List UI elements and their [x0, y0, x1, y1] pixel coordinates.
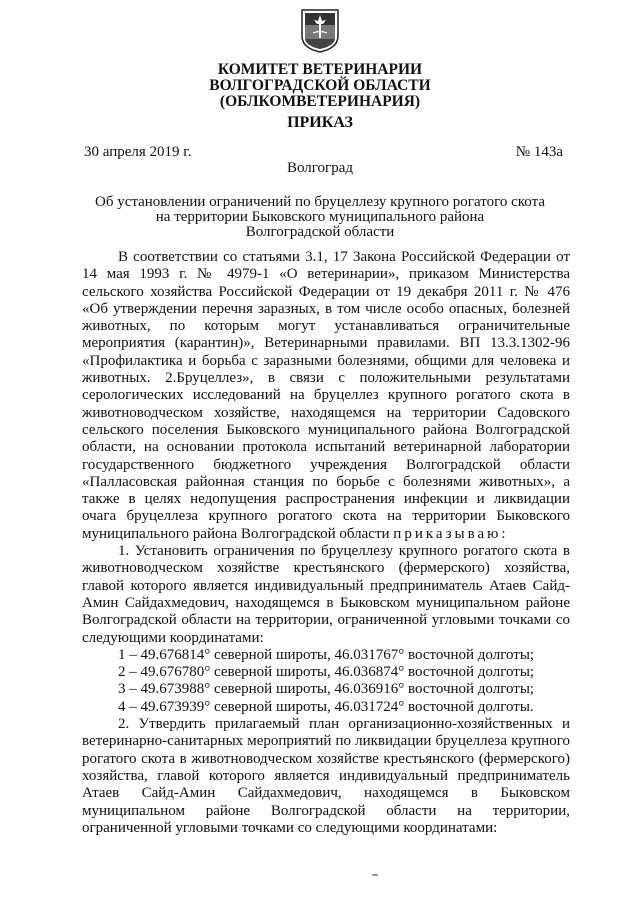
coat-of-arms-icon [300, 8, 340, 54]
organization-header [0, 62, 640, 110]
subject-line-3: Волгоградской области [245, 224, 395, 240]
preamble-paragraph [82, 249, 570, 543]
preamble-text: В соответствии со статьями 3.1, 17 Закона Российской Федерации от 14 мая 1993 г. № 4979-1 «О ветеринарии», приказом Министерства сельского хозяйства Российской Федерации от 19 декабря 2011 г. № 476 «Об утверждении перечня заразных, в том числе особо опасных, болезней животных, по которым могут устанавливаться ограничительные мероприятия (карантин)», Ветеринарными правилами. ВП 13.3.1302-96 «Профилактика и борьба с заразными болезнями, общими для человека и животных. 2.Бруцеллез», в связи с положительными результатами серологических исследований на бруцеллез крупного рогатого скота в животноводческом хозяйстве, находящемся на территории Садовского сельского поселения Быковского муниципального района Волгоградской области, на основании протокола испытаний ветеринарной лаборатории государственного бюджетного учреждения Волгоградской области «Палласовская районная станция по борьбе с болезнями животных», а также в целях недопущения распространения инфекции и ликвидации очага бруцеллеза крупного рогатого скота на территории Быковского муниципального района Волгоградской области [82, 249, 570, 542]
document-number: № 143а [515, 144, 563, 160]
header-line-1: КОМИТЕТ ВЕТЕРИНАРИИ [217, 61, 423, 78]
coordinate-line-4: 4 – 49.673939° северной широты, 46.031724° восточной долготы. [118, 698, 534, 715]
command-word: приказываю: [393, 525, 509, 542]
subject-line-1: Об установлении ограничений по бруцеллезу крупного рогатого скота [95, 194, 545, 210]
item-2-paragraph: 2. Утвердить прилагаемый план организационно-хозяйственных и ветеринарно-санитарных мероприятий по ликвидации бруцеллеза крупного рогатого скота в животноводческом хозяйстве крестьянского (фермерского) хозяйства, главой которого является индивидуальный предприниматель Атаев Сайд-Амин Сайдахмедович, находящемся в Быковском муниципальном районе Волгоградской области на территории, ограниченной угловыми точками со следующими координатами: [82, 716, 570, 836]
header-line-3: (ОБЛКОМВЕТЕРИНАРИЯ) [219, 93, 421, 110]
coordinate-line-1: 1 – 49.676814° северной широты, 46.031767° восточной долготы; [118, 646, 535, 663]
document-title: ПРИКАЗ [287, 114, 353, 131]
coordinate-line-2: 2 – 49.676780° северной широты, 46.036874° восточной долготы; [118, 664, 535, 681]
item-1-paragraph: 1. Установить ограничения по бруцеллезу крупного рогатого скота в животноводческом хозяйстве крестьянского (фермерского) хозяйства, главой которого является индивидуальный предприниматель Атаев Сайд-Амин Сайдахмедович, находящемся в Быковском муниципальном районе Волгоградской области на территории, ограниченной угловыми точками со следующими координатами: [82, 543, 570, 646]
document-date: 30 апреля 2019 г. [84, 144, 192, 160]
subject-line-2: на территории Быковского муниципального района [155, 209, 485, 225]
document-subject [60, 195, 580, 240]
header-line-2: ВОЛГОГРАДСКОЙ ОБЛАСТИ [209, 77, 431, 94]
coordinate-line-3: 3 – 49.673988° северной широты, 46.036916° восточной долготы; [118, 681, 535, 698]
document-body [82, 249, 570, 837]
document-city: Волгоград [286, 160, 353, 176]
page-mark [372, 874, 378, 876]
